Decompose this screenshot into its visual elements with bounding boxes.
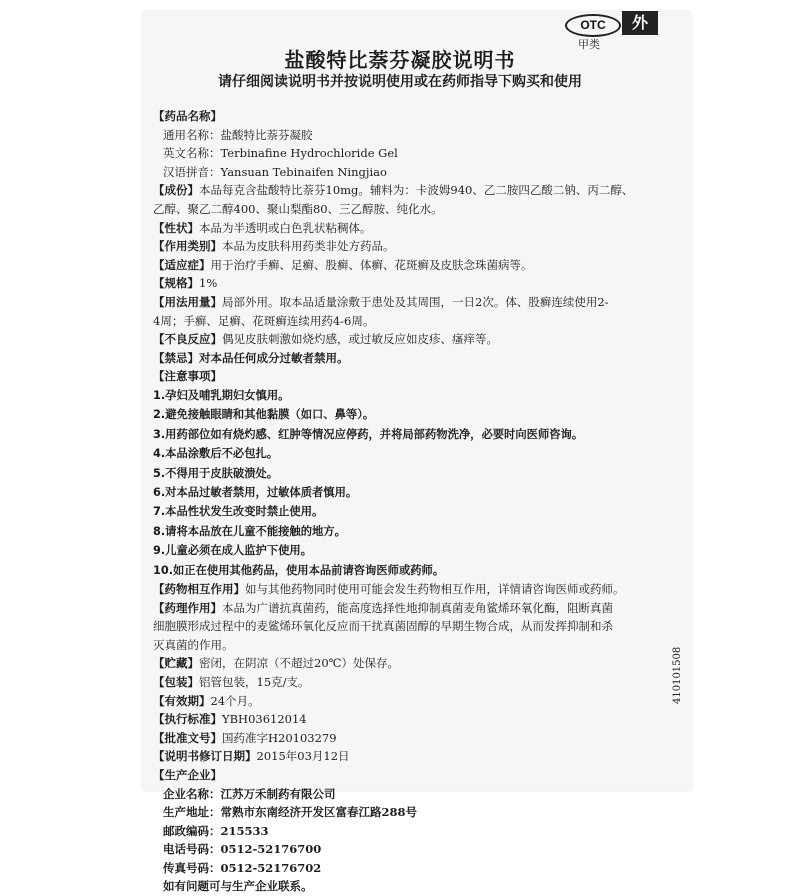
appearance-heading: 【性状】 (153, 220, 199, 235)
validity-text: 24个月。 (210, 693, 260, 708)
precaution-item: 6.对本品过敏者禁用，过敏体质者慎用。 (153, 485, 358, 499)
manufacturer-heading: 【生产企业】 (153, 767, 222, 782)
standard-section (153, 710, 688, 729)
manufacturer-fax: 传真号码：0512-52176702 (163, 860, 322, 875)
interactions-section (153, 580, 688, 599)
manufacturer-address: 生产地址：常熟市东南经济开发区富春江路288号 (163, 805, 418, 820)
external-use-badge: 外 (622, 11, 658, 35)
revision-section (153, 747, 688, 766)
category-heading: 【作用类别】 (153, 239, 222, 254)
adverse-text: 偶见皮肤刺激如烧灼感，或过敏反应如皮疹、瘙痒等。 (222, 332, 498, 347)
precautions-heading: 【注意事项】 (153, 369, 222, 384)
document-title: 盐酸特比萘芬凝胶说明书 (284, 48, 516, 72)
precaution-item: 10.如正在使用其他药品，使用本品前请咨询医师或药师。 (153, 563, 445, 577)
manufacturer-phone: 电话号码：0512-52176700 (163, 842, 322, 857)
storage-section (153, 654, 688, 673)
interactions-text: 如与其他药物同时使用可能会发生药物相互作用，详情请咨询医师或药师。 (245, 581, 625, 596)
package-text: 铝管包装，15克/支。 (199, 674, 310, 689)
storage-text: 密闭，在阴凉（不超过20℃）处保存。 (199, 656, 399, 671)
precaution-item: 3.用药部位如有烧灼感、红肿等情况应停药，并将局部药物洗净，必要时向医师咨询。 (153, 427, 584, 441)
pharmacology-section (153, 599, 688, 618)
appearance-text: 本品为半透明或白色乳状粘稠体。 (199, 220, 372, 235)
english-name: 英文名称：Terbinafine Hydrochloride Gel (163, 146, 398, 161)
side-serial-number: 410101508 (672, 646, 683, 704)
indications-heading: 【适应症】 (153, 257, 211, 272)
contra-text: 对本品任何成分过敏者禁用。 (199, 350, 349, 365)
manufacturer-postcode: 邮政编码：215533 (163, 823, 269, 838)
indications-section (153, 256, 688, 275)
contra-section (153, 349, 688, 368)
indications-text: 用于治疗手癣、足癣、股癣、体癣、花斑癣及皮肤念珠菌病等。 (210, 257, 533, 272)
usage-line-1: 局部外用。取本品适量涂敷于患处及其周围，一日2次。体、股癣连续使用2- (222, 294, 609, 309)
pharmacology-line-1: 本品为广谱抗真菌药，能高度选择性地抑制真菌麦角鲨烯环氧化酶，阻断真菌 (222, 600, 613, 615)
precaution-item: 2.避免接触眼睛和其他黏膜（如口、鼻等）。 (153, 408, 375, 422)
approval-heading: 【批准文号】 (153, 730, 222, 745)
usage-heading: 【用法用量】 (153, 294, 222, 309)
contra-heading: 【禁忌】 (153, 350, 199, 365)
validity-section (153, 692, 688, 711)
usage-section (153, 293, 688, 312)
precaution-item: 7.本品性状发生改变时禁止使用。 (153, 505, 324, 519)
pinyin-name: 汉语拼音：Yansuan Tebinaifen Ningjiao (163, 164, 387, 179)
otc-badge: OTC (565, 14, 621, 37)
usage-line-2: 4周；手癣、足癣、花斑癣连续用药4-6周。 (153, 313, 375, 328)
precaution-item: 4.本品涂敷后不必包扎。 (153, 447, 279, 461)
generic-name: 通用名称：盐酸特比萘芬凝胶 (163, 127, 313, 142)
precaution-item: 1.孕妇及哺乳期妇女慎用。 (153, 388, 290, 402)
revision-text: 2015年03月12日 (256, 749, 350, 764)
leaflet-body (153, 107, 688, 896)
standard-heading: 【执行标准】 (153, 712, 222, 727)
ingredients-line-2: 乙醇、聚乙二醇400、聚山梨酯80、三乙醇胺、纯化水。 (153, 201, 443, 216)
pharmacology-line-2: 细胞膜形成过程中的麦鲨烯环氧化反应而干扰真菌固醇的早期生物合成，从而发挥抑制和杀 (153, 619, 613, 634)
class-a-label: 甲类 (578, 38, 600, 51)
spec-text: 1% (199, 276, 218, 291)
category-text: 本品为皮肤科用药类非处方药品。 (222, 239, 395, 254)
storage-heading: 【贮藏】 (153, 656, 199, 671)
revision-heading: 【说明书修订日期】 (153, 749, 257, 764)
manufacturer-contact: 如有问题可与生产企业联系。 (163, 879, 313, 894)
ingredients-line-1: 本品每克含盐酸特比萘芬10mg。辅料为：卡波姆940、乙二胺四乙酸二钠、丙二醇、 (199, 183, 634, 198)
standard-text: YBH03612014 (222, 712, 307, 727)
package-section (153, 673, 688, 692)
adverse-heading: 【不良反应】 (153, 332, 222, 347)
package-heading: 【包装】 (153, 674, 199, 689)
spec-heading: 【规格】 (153, 276, 199, 291)
appearance-section (153, 219, 688, 238)
document-subtitle: 请仔细阅读说明书并按说明使用或在药师指导下购买和使用 (218, 74, 582, 90)
approval-text: 国药准字H20103279 (222, 730, 337, 745)
interactions-heading: 【药物相互作用】 (153, 581, 245, 596)
validity-heading: 【有效期】 (153, 693, 211, 708)
manufacturer-name: 企业名称：江苏万禾制药有限公司 (163, 786, 336, 801)
pharmacology-heading: 【药理作用】 (153, 600, 222, 615)
ingredients-section (153, 181, 688, 200)
ingredients-heading: 【成份】 (153, 183, 199, 198)
approval-section (153, 729, 688, 748)
adverse-section (153, 330, 688, 349)
precaution-item: 5.不得用于皮肤破溃处。 (153, 466, 279, 480)
precautions-list (153, 386, 688, 580)
spec-section (153, 274, 688, 293)
precaution-item: 9.儿童必须在成人监护下使用。 (153, 544, 313, 558)
precaution-item: 8.请将本品放在儿童不能接触的地方。 (153, 524, 346, 538)
pharmacology-line-3: 灭真菌的作用。 (153, 637, 234, 652)
category-section (153, 237, 688, 256)
drug-name-heading: 【药品名称】 (153, 109, 222, 123)
